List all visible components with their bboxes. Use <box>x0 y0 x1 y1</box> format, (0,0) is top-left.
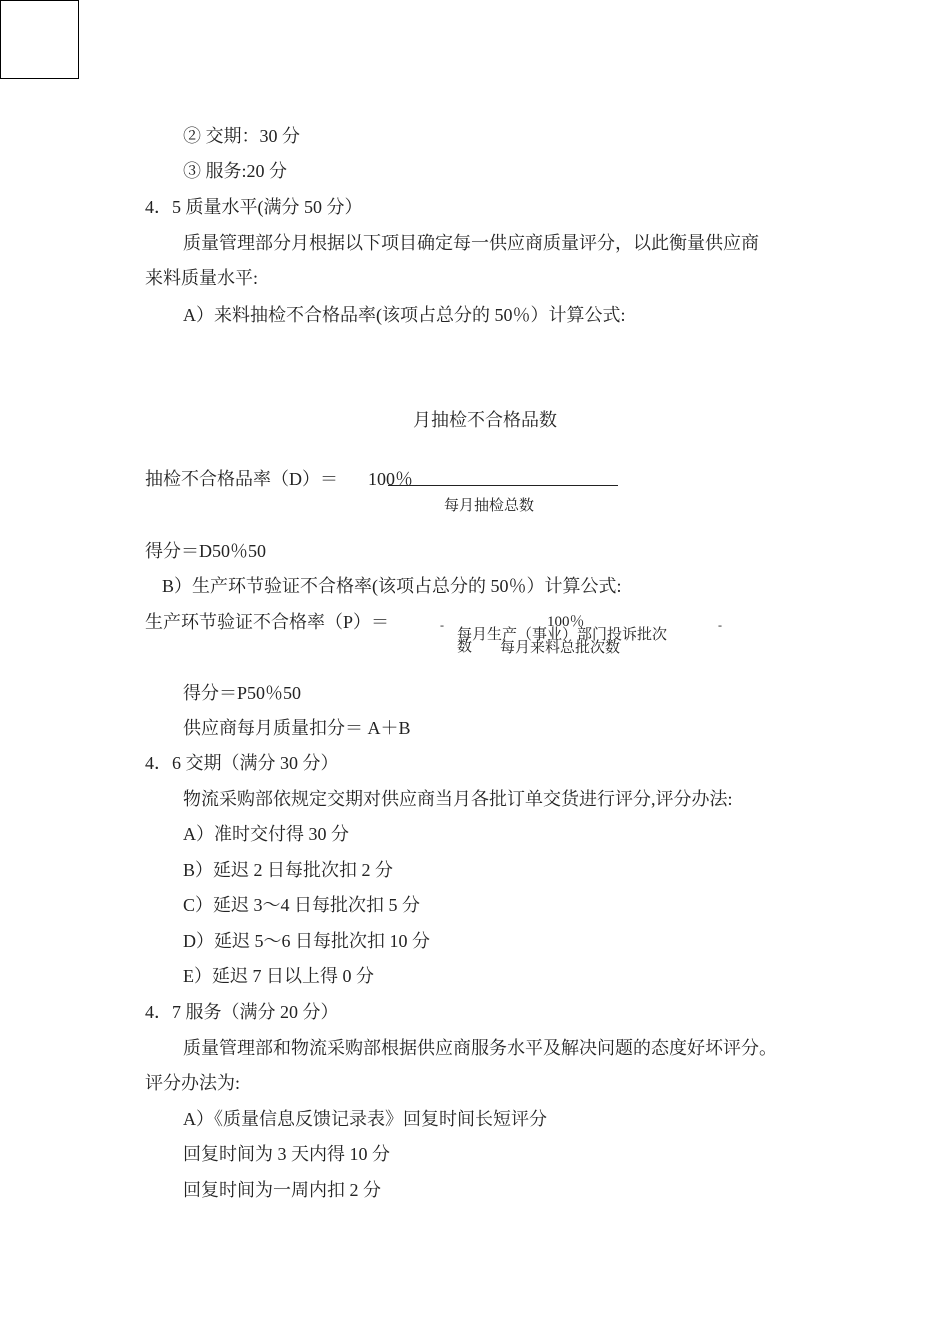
delivery-rule-d: D）延迟 5～6 日每批次扣 10 分 <box>183 931 430 951</box>
score-d: 得分＝D50％50 <box>145 541 266 561</box>
formula-d-fraction-bar <box>388 485 618 486</box>
formula-d-label: 抽检不合格品率（D）＝ <box>145 469 338 489</box>
formula-p-num-tail-clip <box>457 640 477 656</box>
formula-d-denominator: 每月抽检总数 <box>444 498 535 514</box>
section-4-5-heading: 4．5 质量水平(满分 50 分） <box>145 197 363 217</box>
formula-p-denominator: 每月来料总批次数 <box>500 640 621 656</box>
formula-p-label: 生产环节验证不合格率（P）＝ <box>145 612 390 632</box>
corner-box <box>0 0 79 79</box>
delivery-rule-b: B）延迟 2 日每批次扣 2 分 <box>183 860 394 880</box>
delivery-item: ② 交期：30 分 <box>183 126 300 146</box>
section-4-6-heading: 4．6 交期（满分 30 分） <box>145 753 339 773</box>
formula-p-dash-left: - <box>440 618 444 632</box>
item-a-heading: A）来料抽检不合格品率(该项占总分的 50％）计算公式: <box>183 305 626 325</box>
delivery-rule-a: A）准时交付得 30 分 <box>183 824 349 844</box>
reply-within-week: 回复时间为一周内扣 2 分 <box>183 1180 381 1200</box>
service-rule-a: A）《质量信息反馈记录表》回复时间长短评分 <box>183 1109 547 1129</box>
paragraph-4-5-line1: 质量管理部分月根据以下项目确定每一供应商质量评分，以此衡量供应商 <box>183 233 759 253</box>
formula-d-numerator: 月抽检不合格品数 <box>413 410 557 430</box>
formula-p-numerator: 每月生产（事业）部门投诉批次 <box>457 627 668 643</box>
paragraph-4-7-line1: 质量管理部和物流采购部根据供应商服务水平及解决问题的态度好坏评分。 <box>183 1038 777 1058</box>
paragraph-4-5-line2: 来料质量水平: <box>145 268 259 288</box>
formula-d-factor: 100％ <box>368 469 413 489</box>
formula-p-dash-right: - <box>718 618 722 632</box>
formula-p-factor: 100％ <box>547 614 585 630</box>
formula-p-factor-clip <box>547 612 597 630</box>
reply-within-3-days: 回复时间为 3 天内得 10 分 <box>183 1144 390 1164</box>
formula-p-numerator-clip <box>457 625 717 643</box>
section-4-7-heading: 4．7 服务（满分 20 分） <box>145 1002 339 1022</box>
score-p: 得分＝P50％50 <box>183 683 302 703</box>
delivery-rule-e: E）延迟 7 日以上得 0 分 <box>183 966 374 986</box>
paragraph-4-7-line2: 评分办法为: <box>145 1073 241 1093</box>
paragraph-4-6: 物流采购部依规定交期对供应商当月各批订单交货进行评分,评分办法: <box>183 789 733 809</box>
item-b-heading: B）生产环节验证不合格率(该项占总分的 50％）计算公式: <box>162 576 622 596</box>
delivery-rule-c: C）延迟 3～4 日每批次扣 5 分 <box>183 895 421 915</box>
formula-p-num-tail: 数 <box>457 639 473 655</box>
total-quality-deduction: 供应商每月质量扣分＝ A＋B <box>183 718 411 738</box>
service-item: ③ 服务:20 分 <box>183 161 288 181</box>
